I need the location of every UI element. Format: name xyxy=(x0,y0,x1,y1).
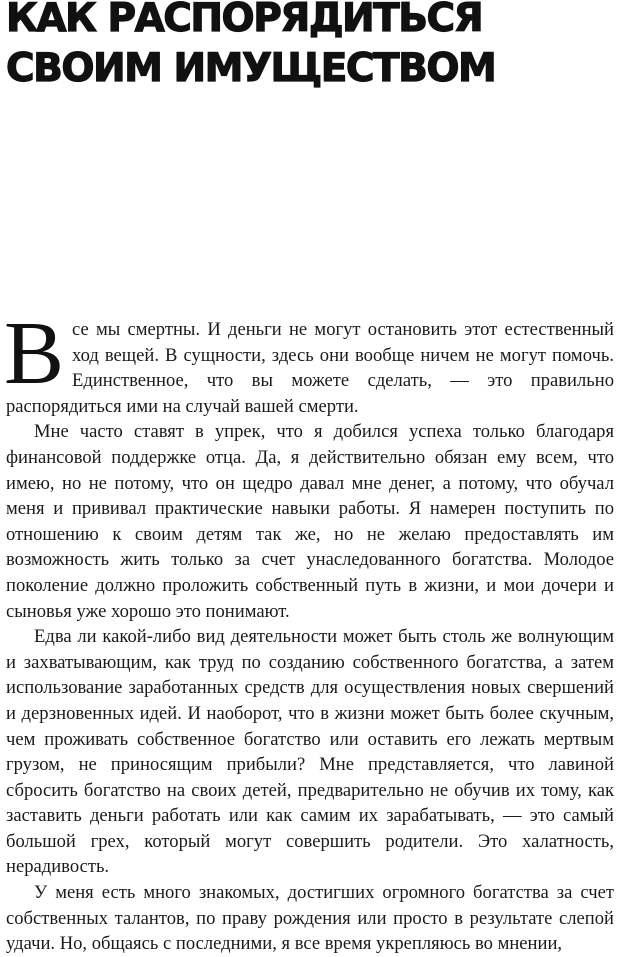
paragraph-1-text: се мы смертны. И деньги не могут остановить этот естественный ход вещей. В сущности, здесь они вообще ничем не могут помочь. Единственное, что вы можете сделать, — это правильно распорядиться ими на случай вашей смерти. xyxy=(6,319,614,417)
paragraph-1 xyxy=(4,304,614,419)
paragraph-4: У меня есть много знакомых, достигших огромного богатства за счет собственных талантов, по праву рождения или просто в результате слепой удачи. Но, общаясь с последними, я все время укрепляюсь во мнении, xyxy=(6,882,614,955)
paragraph-2: Мне часто ставят в упрек, что я добился успеха только благодаря финансовой поддержке отца. Да, я действительно обязан ему всем, что имею, но не потому, что он щедро давал мне денег, а потому, что обучал меня и прививал практические навыки работы. Я намерен поступить по отношению к своим детям так же, но не желаю предоставлять им возможность жить только за счет унаследованного богатства. Молодое поколение должно проложить собственный путь в жизни, и мои дочери и сыновья уже хорошо это понимают. xyxy=(6,421,614,622)
drop-cap: В xyxy=(4,304,65,403)
chapter-title-line-1: КАК РАСПОРЯДИТЬСЯ xyxy=(6,0,483,41)
chapter-title xyxy=(6,0,616,94)
chapter-title-line-2: СВОИМ ИМУЩЕСТВОМ xyxy=(6,46,496,91)
paragraph-3: Едва ли какой-либо вид деятельности может быть столь же волнующим и захватывающим, как труд по созданию собственного богатства, а затем использование заработанных средств для осуществления новых свершений и дерзновенных идей. И наоборот, что в жизни может быть более скучным, чем проживать собственное богатство или оставить его лежать мертвым грузом, не приносящим прибыли? Мне представляется, что лавиной сбросить богатство на своих детей, предварительно не обучив их тому, как заставить деньги работать или как самим их зарабатывать, — это самый большой грех, который могут совершить родители. Это халатность, нерадивость. xyxy=(6,626,614,878)
chapter-body xyxy=(4,304,614,957)
